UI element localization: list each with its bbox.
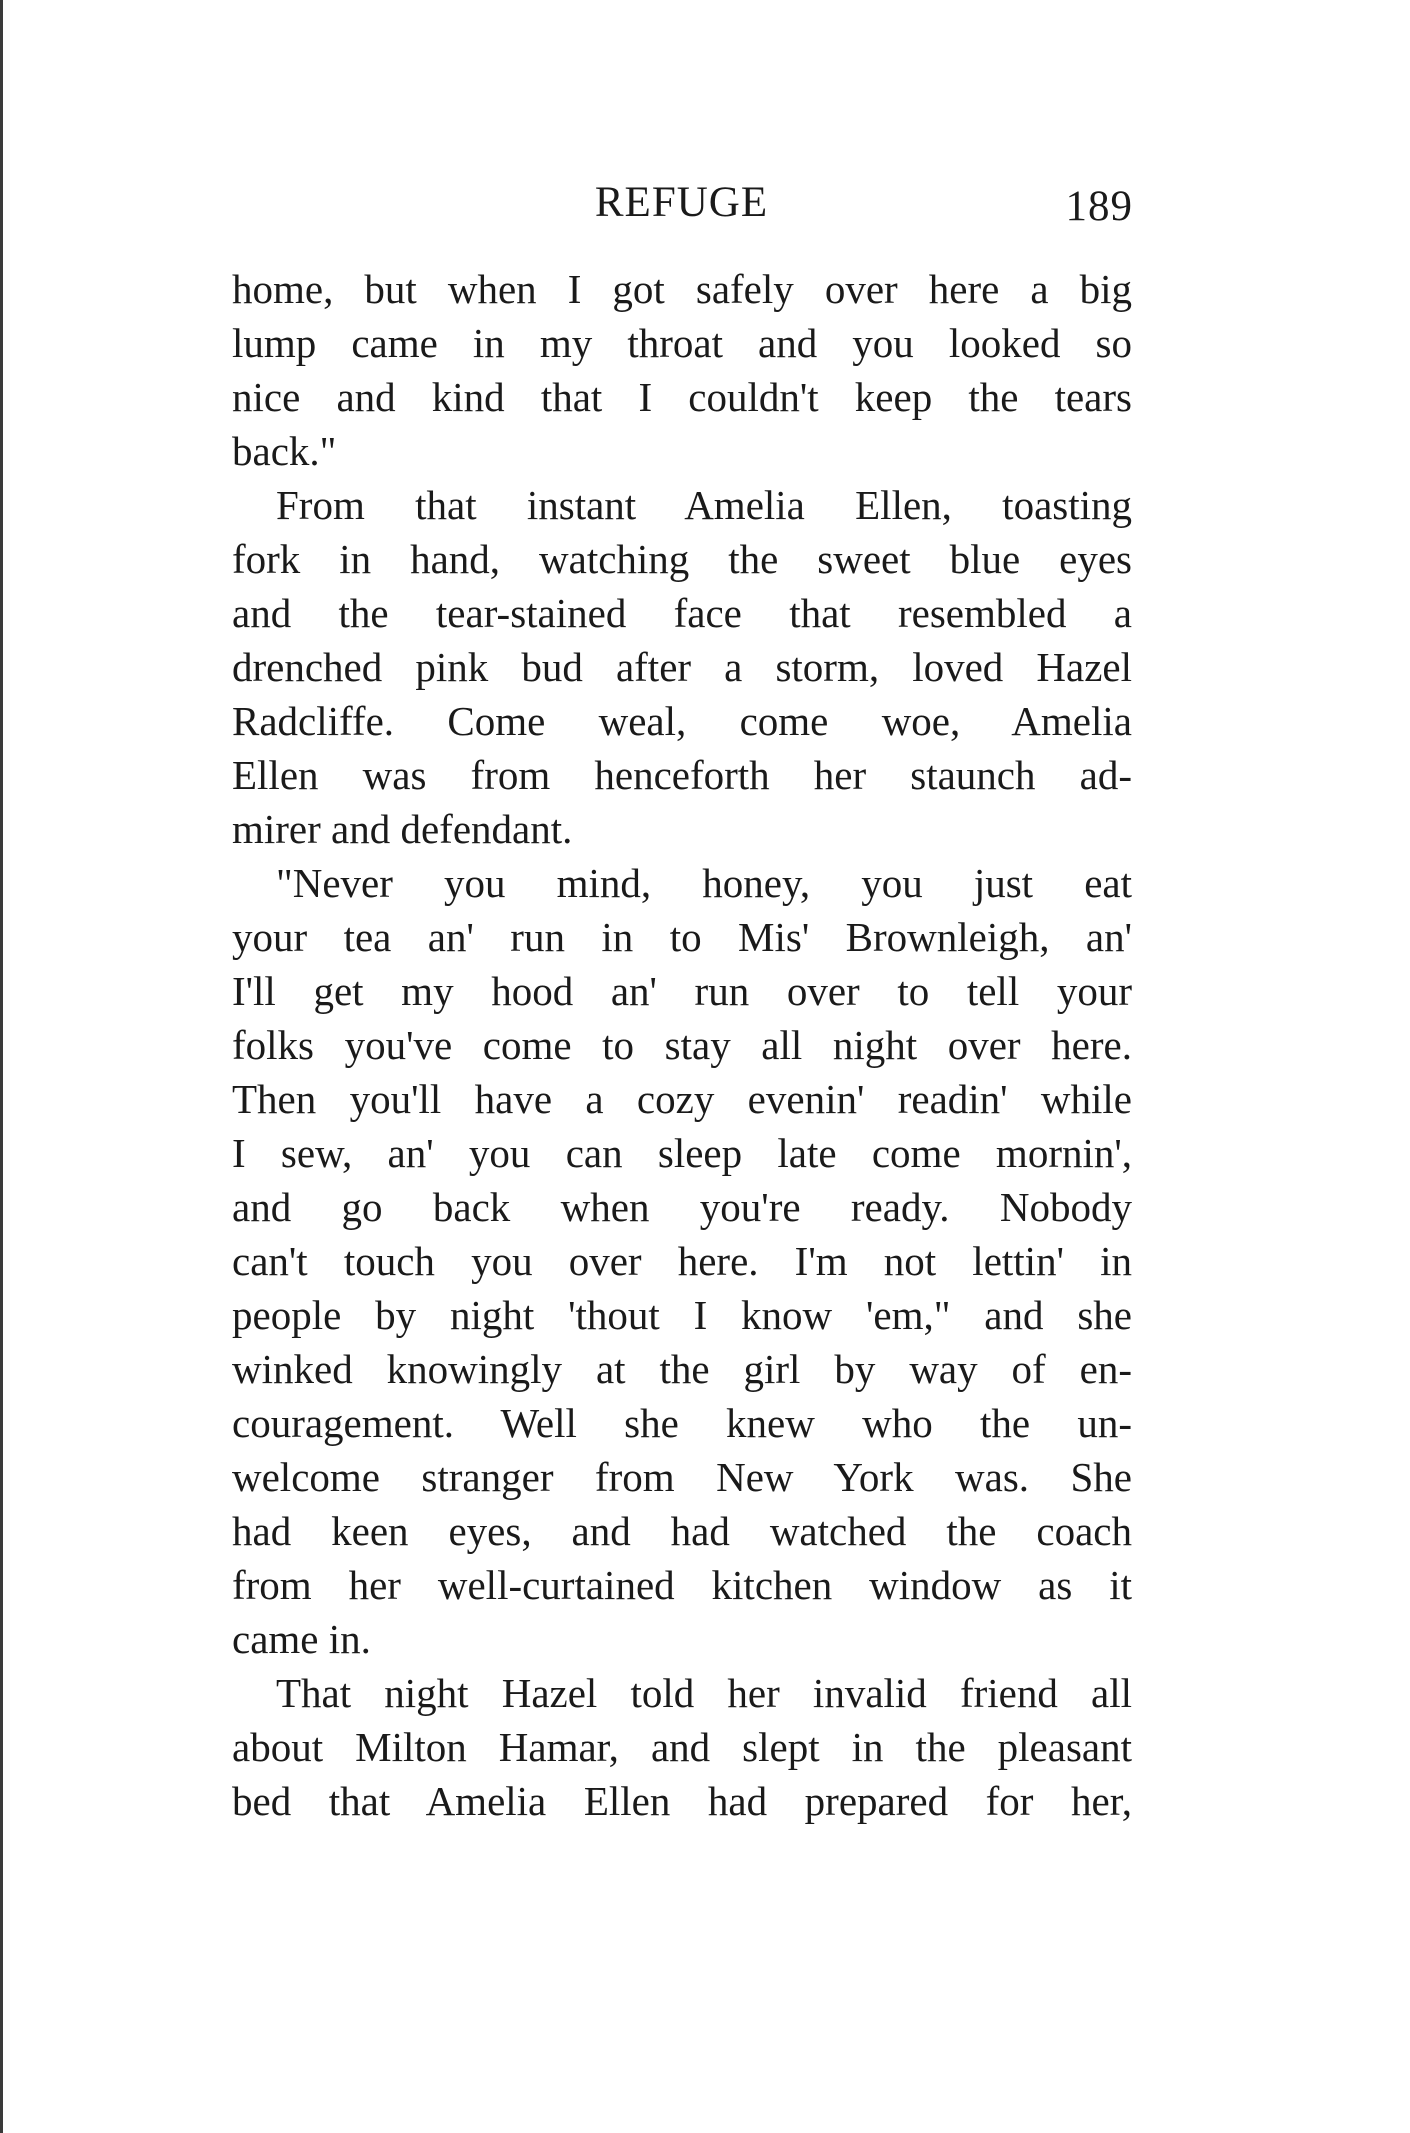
text-line: can't touch you over here. I'm not lettin' in bbox=[232, 1238, 1132, 1284]
text-line: and the tear-stained face that resembled a bbox=[232, 590, 1132, 636]
text-line: from her well-curtained kitchen window as it bbox=[232, 1562, 1132, 1608]
text-line: drenched pink bud after a storm, loved Hazel bbox=[232, 644, 1132, 690]
text-line: back." bbox=[232, 428, 337, 474]
text-line: That night Hazel told her invalid friend all bbox=[276, 1670, 1132, 1716]
text-line: "Never you mind, honey, you just eat bbox=[276, 860, 1132, 906]
text-line: Radcliffe. Come weal, come woe, Amelia bbox=[232, 698, 1132, 744]
text-line: I sew, an' you can sleep late come mornin', bbox=[232, 1130, 1132, 1176]
running-title: REFUGE bbox=[594, 179, 769, 226]
text-line: fork in hand, watching the sweet blue eyes bbox=[232, 536, 1132, 582]
text-line: Then you'll have a cozy evenin' readin' while bbox=[232, 1076, 1132, 1122]
text-line: couragement. Well she knew who the un- bbox=[232, 1400, 1132, 1446]
text-line: and go back when you're ready. Nobody bbox=[232, 1184, 1132, 1230]
text-line: nice and kind that I couldn't keep the tears bbox=[232, 374, 1132, 420]
text-line: I'll get my hood an' run over to tell your bbox=[232, 968, 1132, 1014]
text-line: bed that Amelia Ellen had prepared for her, bbox=[232, 1778, 1132, 1824]
text-line: had keen eyes, and had watched the coach bbox=[232, 1508, 1132, 1554]
page-number: 189 bbox=[1065, 183, 1133, 230]
text-line: folks you've come to stay all night over here. bbox=[232, 1022, 1132, 1068]
text-line: came in. bbox=[232, 1616, 371, 1662]
text-line: Ellen was from henceforth her staunch ad- bbox=[232, 752, 1132, 798]
text-line: people by night 'thout I know 'em," and she bbox=[232, 1292, 1132, 1338]
text-line: winked knowingly at the girl by way of en- bbox=[232, 1346, 1132, 1392]
page-edge bbox=[0, 0, 3, 2133]
text-line: home, but when I got safely over here a big bbox=[232, 266, 1132, 312]
body-text bbox=[232, 262, 1132, 1828]
page-header bbox=[230, 178, 1133, 238]
text-line: about Milton Hamar, and slept in the pleasant bbox=[232, 1724, 1132, 1770]
text-line: mirer and defendant. bbox=[232, 806, 573, 852]
text-line: lump came in my throat and you looked so bbox=[232, 320, 1132, 366]
text-line: From that instant Amelia Ellen, toasting bbox=[276, 482, 1132, 528]
text-line: welcome stranger from New York was. She bbox=[232, 1454, 1132, 1500]
text-line: your tea an' run in to Mis' Brownleigh, an' bbox=[232, 914, 1132, 960]
